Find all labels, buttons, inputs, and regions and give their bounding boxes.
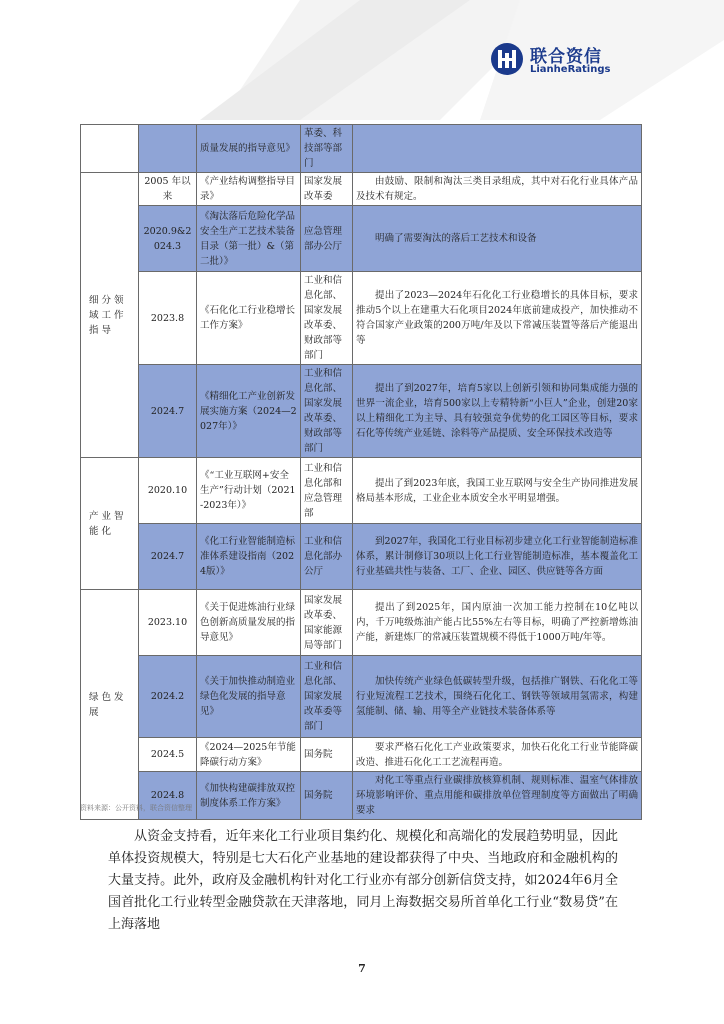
category-cell: 产业智能化 — [81, 458, 139, 590]
table-row — [81, 206, 642, 272]
department-cell: 国务院 — [301, 738, 353, 772]
department-cell: 工业和信息化部、国家发展改革委、财政部等部门 — [301, 272, 353, 365]
body-paragraph: 从资金支持看，近年来化工行业项目集约化、规模化和高端化的发展趋势明显，因此单体投资规模大，特别是七大石化产业基地的建设都获得了中央、当地政府和金融机构的大量支持。此外，政府及金融机构针对化工行业亦有部分创新信贷支持，如2024年6月全国首批化工行业转型金融贷款在天津落地，同月上海数据交易所首单化工行业“数易贷”在上海落地 — [108, 829, 618, 932]
content-cell: 加快传统产业绿色低碳转型升级，包括推广钢铁、石化化工等行业短流程工艺技术，围绕石化化工、钢铁等领域用氢需求，构建氢能制、储、输、用等全产业链技术装备体系等 — [353, 656, 642, 738]
department-cell: 工业和信息化部、国家发展改革委等部门 — [301, 656, 353, 738]
category-cell — [81, 125, 139, 173]
document-cell: 质量发展的指导意见》 — [197, 125, 301, 173]
content-cell: 提出了到2023年底，我国工业互联网与安全生产协同推进发展格局基本形成，工业企业本质安全水平明显增强。 — [353, 458, 642, 524]
table-row — [81, 125, 642, 173]
table-row — [81, 458, 642, 524]
document-cell: 《淘汰落后危险化学品安全生产工艺技术装备目录（第一批）&（第二批）》 — [197, 206, 301, 272]
table-row — [81, 173, 642, 206]
table-row — [81, 524, 642, 590]
date-cell: 2024.8 — [139, 772, 197, 820]
policy-table — [80, 124, 642, 820]
table-row — [81, 365, 642, 458]
document-cell: 《2024—2025年节能降碳行动方案》 — [197, 738, 301, 772]
department-cell: 国务院 — [301, 772, 353, 820]
content-cell: 明确了需要淘汰的落后工艺技术和设备 — [353, 206, 642, 272]
document-cell: 《石化化工行业稳增长工作方案》 — [197, 272, 301, 365]
department-cell: 革委、科技部等部门 — [301, 125, 353, 173]
date-cell: 2005 年以来 — [139, 173, 197, 206]
date-cell: 2024.5 — [139, 738, 197, 772]
document-cell: 《关于加快推动制造业绿色化发展的指导意见》 — [197, 656, 301, 738]
document-cell: 《精细化工产业创新发展实施方案（2024—2027年）》 — [197, 365, 301, 458]
department-cell: 工业和信息化部办公厅 — [301, 524, 353, 590]
date-cell: 2023.10 — [139, 590, 197, 656]
department-cell: 应急管理部办公厅 — [301, 206, 353, 272]
date-cell — [139, 125, 197, 173]
content-cell — [353, 125, 642, 173]
date-cell: 2020.10 — [139, 458, 197, 524]
table-row — [81, 272, 642, 365]
date-cell: 2024.7 — [139, 524, 197, 590]
table-row — [81, 590, 642, 656]
category-cell: 绿色发展 — [81, 590, 139, 820]
content-cell: 到2027年，我国化工行业目标初步建立化工行业智能制造标准体系，累计制修订30项以上化工行业智能制造标准，基本覆盖化工行业基础共性与装备、工厂、企业、园区、供应链等各方面 — [353, 524, 642, 590]
logo-name-cn: 联合资信 — [530, 47, 602, 67]
source-note: 资料来源：公开资料，联合资信整理 — [80, 804, 192, 812]
document-cell: 《产业结构调整指导目录》 — [197, 173, 301, 206]
date-cell: 2023.8 — [139, 272, 197, 365]
department-cell: 国家发展改革委 — [301, 173, 353, 206]
date-cell: 2020.9&2024.3 — [139, 206, 197, 272]
department-cell: 国家发展改革委、国家能源局等部门 — [301, 590, 353, 656]
content-cell: 要求严格石化化工产业政策要求，加快石化化工行业节能降碳改造、推进石化化工工艺流程再造。 — [353, 738, 642, 772]
document-cell: 《化工行业智能制造标准体系建设指南（2024版）》 — [197, 524, 301, 590]
document-cell: 《加快构建碳排放双控制度体系工作方案》 — [197, 772, 301, 820]
table-row — [81, 738, 642, 772]
content-cell: 对化工等重点行业碳排放核算机制、规则标准、温室气体排放环境影响评价、重点用能和碳排放单位管理制度等方面做出了明确要求 — [353, 772, 642, 820]
page-number: 7 — [358, 962, 366, 975]
logo-name-en: LianheRatings — [530, 64, 611, 75]
table-row — [81, 656, 642, 738]
department-cell: 工业和信息化部、国家发展改革委、财政部等部门 — [301, 365, 353, 458]
lianhe-logo-icon — [490, 42, 524, 76]
content-cell: 提出了到2025年，国内原油一次加工能力控制在10亿吨以内，千万吨级炼油产能占比55%左右等目标，明确了严控新增炼油产能，新建炼厂的常减压装置规模不得低于1000万吨/年等。 — [353, 590, 642, 656]
category-cell: 细分领域工作指导 — [81, 173, 139, 458]
content-cell: 由鼓励、限制和淘汰三类目录组成，其中对石化行业具体产品及技术有规定。 — [353, 173, 642, 206]
date-cell: 2024.7 — [139, 365, 197, 458]
date-cell: 2024.2 — [139, 656, 197, 738]
content-cell: 提出了到2027年，培育5家以上创新引领和协同集成能力强的世界一流企业，培育500家以上专精特新“小巨人”企业，创建20家以上精细化工为主导、具有较强竞争优势的化工园区等目标，要求石化等传统产业延链、涂料等产品提质、安全环保技术改造等 — [353, 365, 642, 458]
content-cell: 提出了2023—2024年石化化工行业稳增长的具体目标，要求推动5个以上在建重大石化项目2024年底前建成投产，加快推动不符合国家产业政策的200万吨/年及以下常减压装置等落后产能退出等 — [353, 272, 642, 365]
company-logo — [490, 42, 630, 78]
department-cell: 工业和信息化部和应急管理部 — [301, 458, 353, 524]
document-cell: 《“工业互联网+安全生产”行动计划（2021-2023年）》 — [197, 458, 301, 524]
document-cell: 《关于促进炼油行业绿色创新高质量发展的指导意见》 — [197, 590, 301, 656]
